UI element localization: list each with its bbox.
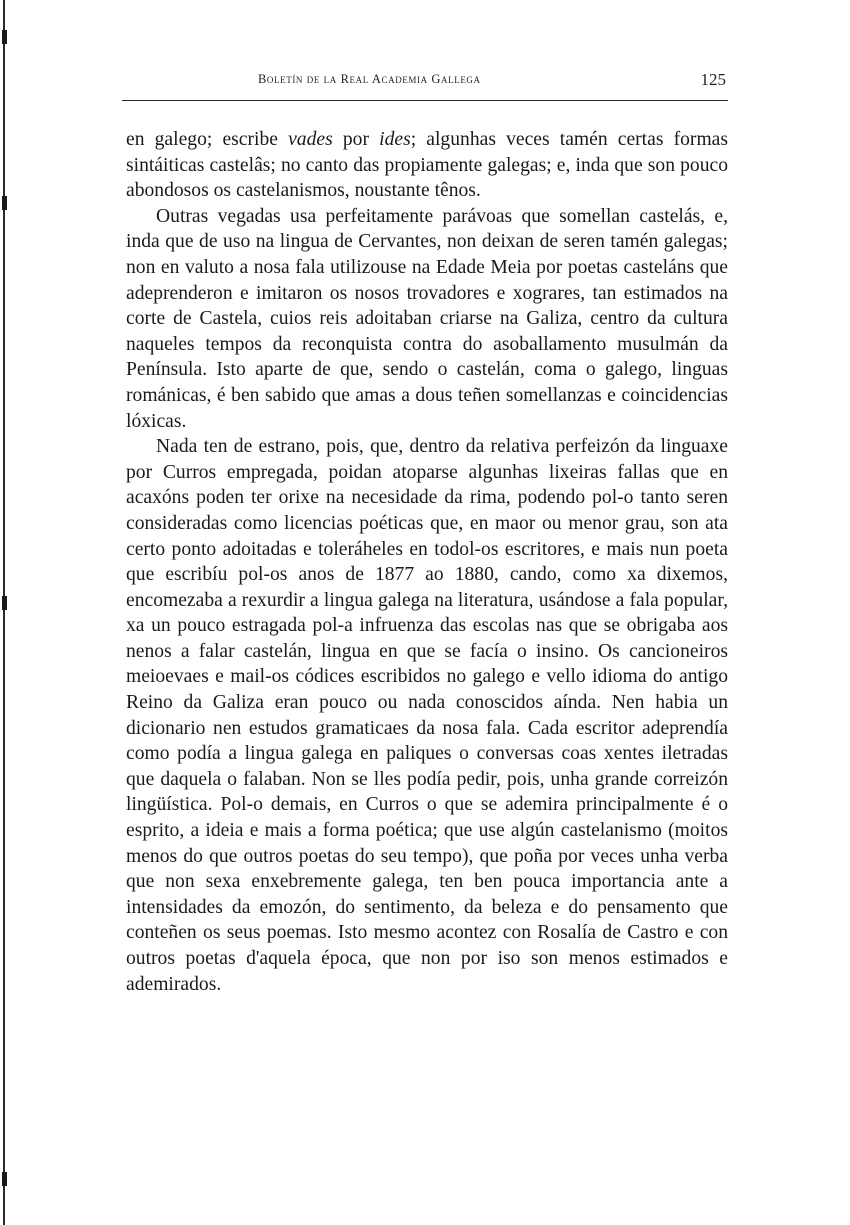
binding-mark — [2, 196, 7, 210]
running-head: Boletín de la Real Academia Gallega — [258, 72, 481, 86]
body-text — [126, 127, 728, 997]
binding-mark — [2, 596, 7, 610]
header-rule — [122, 100, 728, 101]
paragraph-2: Outras vegadas usa perfeitamente parávoas que somellan castelás, e, inda que de uso na lingua de Cervantes, non deixan de seren tamén galegas; non en valuto a nosa fala utilizouse na Edade Meia por poetas casteláns que adeprenderon e imitaron os nosos trovadores e xograres, tan estimados na corte de Castela, cuios reis adoitaban criarse na Galiza, centro da cultura naqueles tempos da reconquista contra do asoballamento musulmán da Península. Isto aparte de que, sendo o castelán, coma o galego, linguas románicas, é ben sabido que amas a dous teñen somellanzas e coincidencias lóxicas. — [126, 205, 728, 432]
page-number: 125 — [700, 70, 726, 89]
binding-edge-line — [3, 0, 5, 1225]
binding-mark — [2, 30, 7, 44]
paragraph-3: Nada ten de estrano, pois, que, dentro da relativa perfeizón da linguaxe por Curros empregada, poidan atoparse algunhas lixeiras fallas que en acaxóns poden ter orixe na necesidade da rima, podendo pol-o tanto seren consideradas como licencias poéticas que, en maor ou menor grau, son ata certo ponto adoitadas e toleráheles en todol-os escritores, e mais nun poeta que escribíu pol-os anos de 1877 ao 1880, cando, como xa dixemos, encomezaba a rexurdir a lingua galega na literatura, usándose a fala popular, xa un pouco estragada pol-a infruenza das escolas nas que se obrigaba aos nenos a falar castelán, lingua en que se facía o insino. Os cancioneiros meioevaes e mail-os códices escribidos no galego e vello idioma do antigo Reino da Galiza eran pouco ou nada conoscidos aínda. Nen habia un dicionario nen estudos gramaticaes da nosa fala. Cada escritor adeprendía como podía a lingua galega en paliques o conversas coas xentes iletradas que daquela o falaban. Non se lles podía pedir, pois, unha grande correizón lingüística. Pol-o demais, en Curros o que se ademira principalmente é o esprito, a ideia e mais a forma poética; que use algún castelanismo (moitos menos do que outros poetas do seu tempo), que poña por veces unha verba que non sexa enxebremente galega, ten ben pouca importancia ante a intensidades da emozón, do sentimento, da beleza e do pensamento que conteñen os seus poemas. Isto mesmo acontez con Rosalía de Castro e con outros poetas d'aquela época, que non por iso son menos estimados e ademirados. — [126, 436, 728, 995]
paragraph-1: en galego; escribe vades por ides; algunhas veces tamén certas formas sintáiticas castelâs; no canto das propiamente galegas; e, inda que son pouco abondosos os castelanismos, noustante tênos. — [126, 129, 729, 202]
italic-word: ides — [379, 129, 411, 150]
page-header — [126, 72, 726, 94]
italic-word: vades — [288, 129, 333, 150]
binding-mark — [2, 1172, 7, 1186]
